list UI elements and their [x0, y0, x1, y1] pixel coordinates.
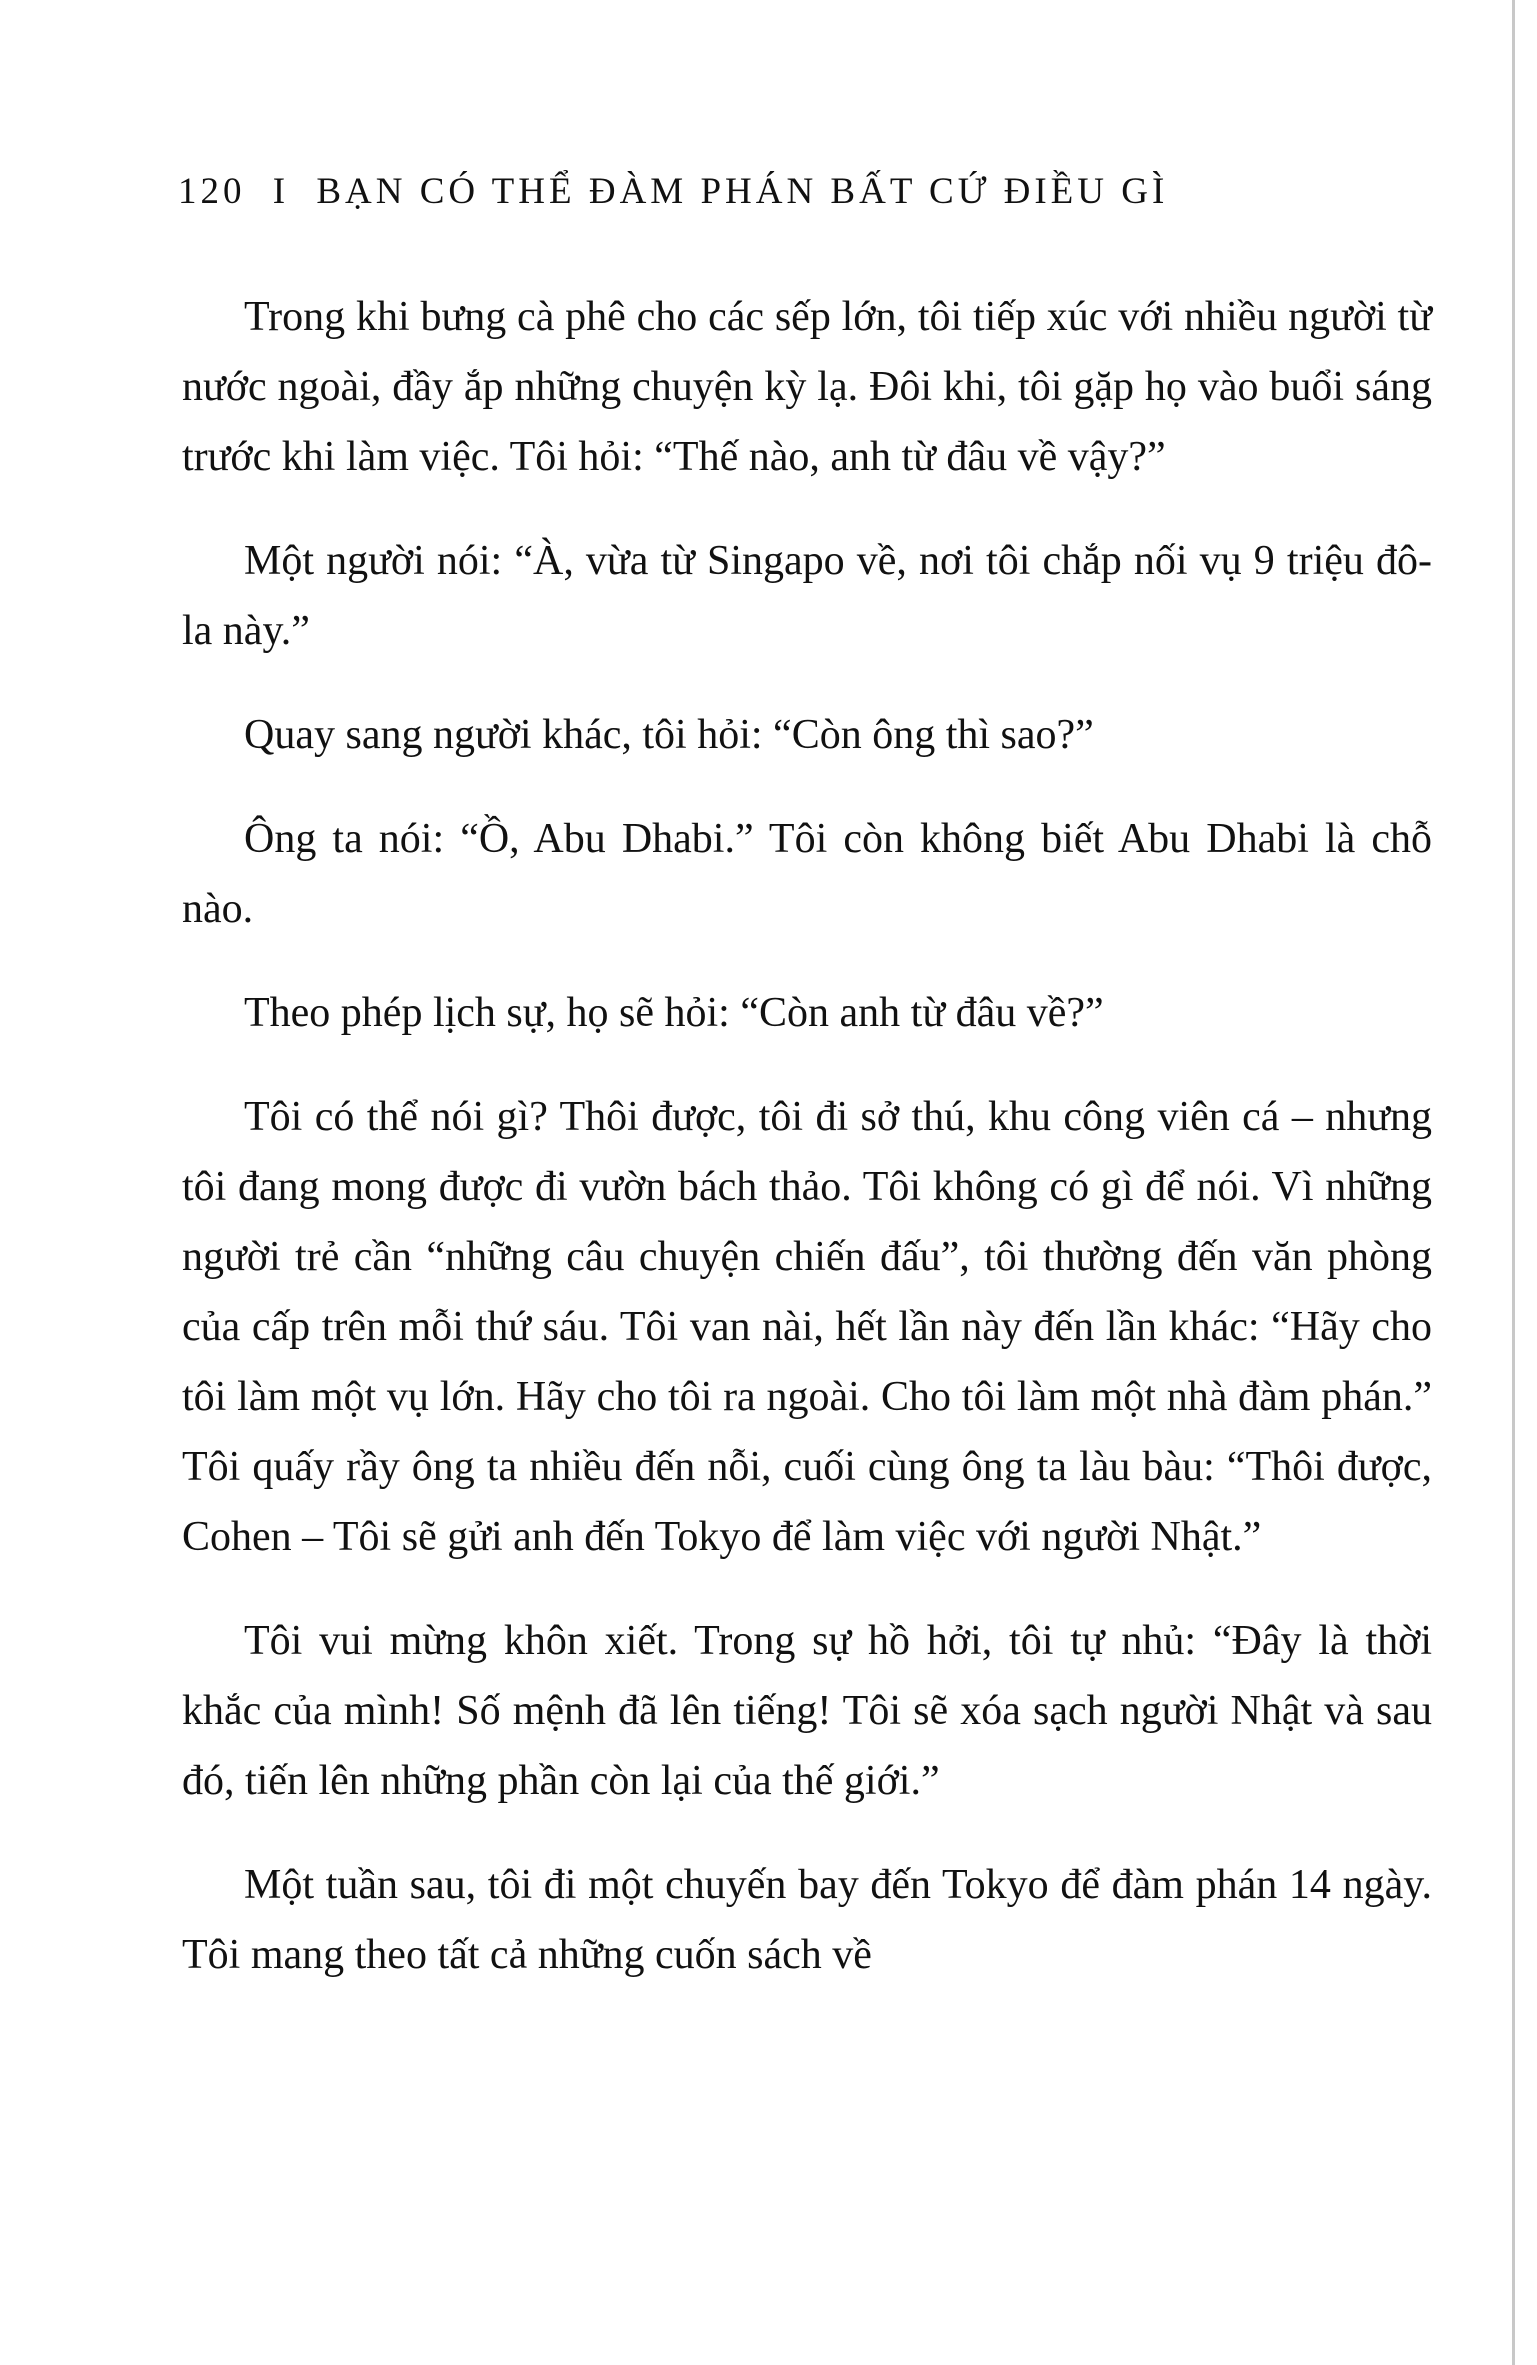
- body-text: [182, 282, 1432, 2024]
- paragraph: Tôi vui mừng khôn xiết. Trong sự hồ hởi, tôi tự nhủ: “Đây là thời khắc của mình! Số mệnh đã lên tiếng! Tôi sẽ xóa sạch người Nhật và sau đó, tiến lên những phần còn lại của thế giới.”: [182, 1618, 1432, 1804]
- paragraph: Trong khi bưng cà phê cho các sếp lớn, tôi tiếp xúc với nhiều người từ nước ngoài, đầy ắp những chuyện kỳ lạ. Đôi khi, tôi gặp họ vào buổi sáng trước khi làm việc. Tôi hỏi: “Thế nào, anh từ đâu về vậy?”: [182, 294, 1432, 480]
- page-edge-line: [1512, 0, 1515, 2365]
- paragraph: Quay sang người khác, tôi hỏi: “Còn ông thì sao?”: [244, 712, 1094, 758]
- paragraph: Một người nói: “À, vừa từ Singapo về, nơi tôi chắp nối vụ 9 triệu đô-la này.”: [182, 538, 1432, 654]
- paragraph: Tôi có thể nói gì? Thôi được, tôi đi sở thú, khu công viên cá – nhưng tôi đang mong được đi vườn bách thảo. Tôi không có gì để nói. Vì những người trẻ cần “những câu chuyện chiến đấu”, tôi thường đến văn phòng của cấp trên mỗi thứ sáu. Tôi van nài, hết lần này đến lần khác: “Hãy cho tôi làm một vụ lớn. Hãy cho tôi ra ngoài. Cho tôi làm một nhà đàm phán.” Tôi quấy rầy ông ta nhiều đến nỗi, cuối cùng ông ta làu bàu: “Thôi được, Cohen – Tôi sẽ gửi anh đến Tokyo để làm việc với người Nhật.”: [182, 1094, 1432, 1560]
- header-separator: I: [272, 171, 290, 212]
- paragraph: Ông ta nói: “Ồ, Abu Dhabi.” Tôi còn không biết Abu Dhabi là chỗ nào.: [182, 816, 1432, 932]
- running-header: [178, 168, 1378, 216]
- page-number: 120: [178, 171, 246, 212]
- book-title: BẠN CÓ THỂ ĐÀM PHÁN BẤT CỨ ĐIỀU GÌ: [316, 171, 1169, 212]
- paragraph: Một tuần sau, tôi đi một chuyến bay đến Tokyo để đàm phán 14 ngày. Tôi mang theo tất cả những cuốn sách về: [182, 1862, 1432, 1978]
- paragraph: Theo phép lịch sự, họ sẽ hỏi: “Còn anh từ đâu về?”: [244, 990, 1104, 1036]
